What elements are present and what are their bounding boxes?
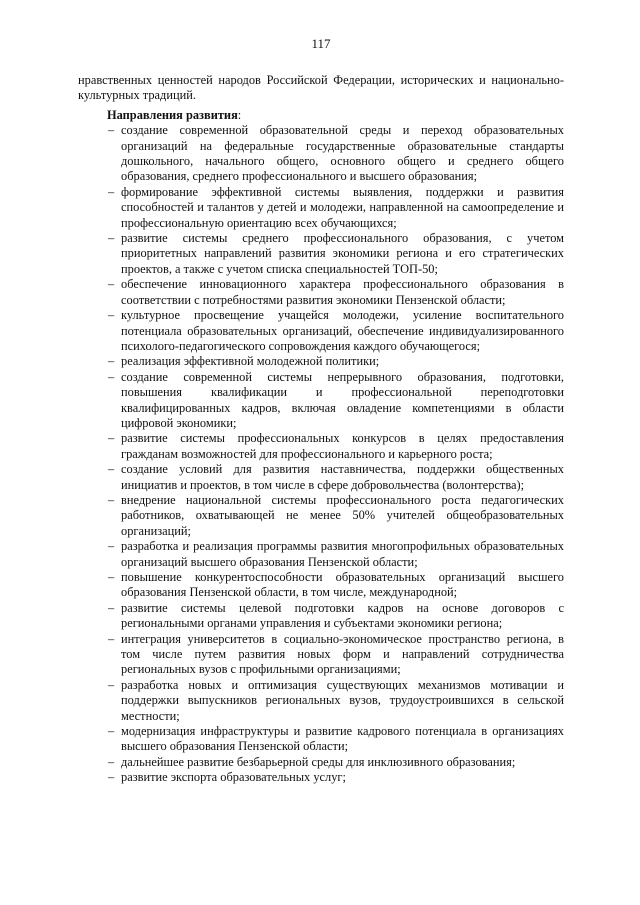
list-item-text: развитие экспорта образовательных услуг; [121,770,346,785]
bullet-dash: – [108,677,115,692]
bullet-dash: – [108,123,115,138]
bullet-dash: – [108,369,115,384]
list-item-text: создание современной образовательной среды и переход образовательных организаций на федеральные государственные образовательные стандарты дошкольного, начального общего, основного общего и среднего общего образования, среднего профессионального и высшего образования; [121,123,564,184]
bullet-dash: – [108,277,115,292]
page-number: 117 [311,36,331,51]
list-item [78,231,564,277]
bullet-dash: – [108,600,115,615]
section-heading-colon: : [237,107,242,122]
bullet-dash: – [108,492,115,507]
list-item [78,570,564,601]
list-item [78,632,564,678]
list-item-text: развитие системы целевой подготовки кадров на основе договоров с региональными органами управления и субъектами экономики региона; [121,600,564,631]
list-item-text: дальнейшее развитие безбарьерной среды для инклюзивного образования; [121,754,516,769]
list-item [78,185,564,231]
bullet-dash: – [108,754,115,769]
list-item [78,724,564,755]
bullet-dash: – [108,231,115,246]
list-item-text: развитие системы среднего профессионального образования, с учетом приоритетных направлений развития экономики региона и его стратегических проектов, а также с учетом списка специальностей ТОП-50; [121,231,564,276]
directions-list [78,123,564,785]
list-item-text: создание условий для развития наставничества, поддержки общественных инициатив и проектов, в том числе в сфере добровольчества (волонтерства); [121,462,564,492]
list-item [78,601,564,632]
bullet-dash: – [108,462,115,477]
list-item-text: разработка новых и оптимизация существующих механизмов мотивации и поддержки выпускников региональных вузов, трудоустроившихся в сельской местности; [121,677,564,723]
list-item-text: культурное просвещение учащейся молодежи, усиление воспитательного потенциала образовательных организаций, обеспечение индивидуализированного психолого-педагогического сопровождения каждого обучающегося; [121,308,564,353]
list-item [78,370,564,432]
bullet-dash: – [108,354,115,369]
list-item [78,493,564,539]
list-item-text: создание современной системы непрерывного образования, подготовки, повышения квалификации и профессиональной переподготовки квалифицированных кадров, включая овладение компетенциями в области цифровой экономики; [121,369,564,430]
bullet-dash: – [108,308,115,323]
list-item [78,539,564,570]
list-item [78,277,564,308]
list-item [78,770,564,785]
list-item-text: интеграция университетов в социально-экономическое пространство региона, в том числе путем развития новых форм и направлений сотрудничества региональных вузов с профильными организациями; [121,631,564,677]
list-item-text: повышение конкурентоспособности образовательных организаций высшего образования Пензенской области, в том числе, международной; [121,570,564,600]
list-item [78,678,564,724]
list-item-text: внедрение национальной системы профессионального роста педагогических работников, охватывающей не менее 50% учителей общеобразовательных организаций; [121,492,564,538]
section-heading [107,108,564,123]
list-item [78,354,564,369]
list-item-text: реализация эффективной молодежной политики; [121,354,380,369]
bullet-dash: – [108,184,115,199]
list-item-text: модернизация инфраструктуры и развитие кадрового потенциала в организациях высшего образования Пензенской области; [121,724,564,754]
list-item-text: формирование эффективной системы выявления, поддержки и развития способностей и талантов у детей и молодежи, направленной на самоопределение и профессиональную ориентацию всех обучающихся; [121,184,564,230]
list-item-text: разработка и реализация программы развития многопрофильных образовательных организаций высшего образования Пензенской области; [121,539,564,569]
bullet-dash: – [108,770,115,785]
intro-paragraph: нравственных ценностей народов Российской Федерации, исторических и национально-культурных традиций. [78,73,564,103]
bullet-dash: – [108,570,115,584]
bullet-dash: – [108,431,115,446]
list-item [78,462,564,493]
list-item-text: обеспечение инновационного характера профессионального образования в соответствии с потребностями развития экономики Пензенской области; [121,277,564,307]
bullet-dash: – [108,631,115,646]
bullet-dash: – [108,539,115,554]
list-item [78,755,564,770]
list-item-text: развитие системы профессиональных конкурсов в целях предоставления гражданам возможностей для профессионального и карьерного роста; [121,431,564,461]
section-heading-text: Направления развития [107,107,238,122]
list-item [78,123,564,185]
list-item [78,308,564,354]
bullet-dash: – [108,724,115,739]
list-item [78,431,564,462]
